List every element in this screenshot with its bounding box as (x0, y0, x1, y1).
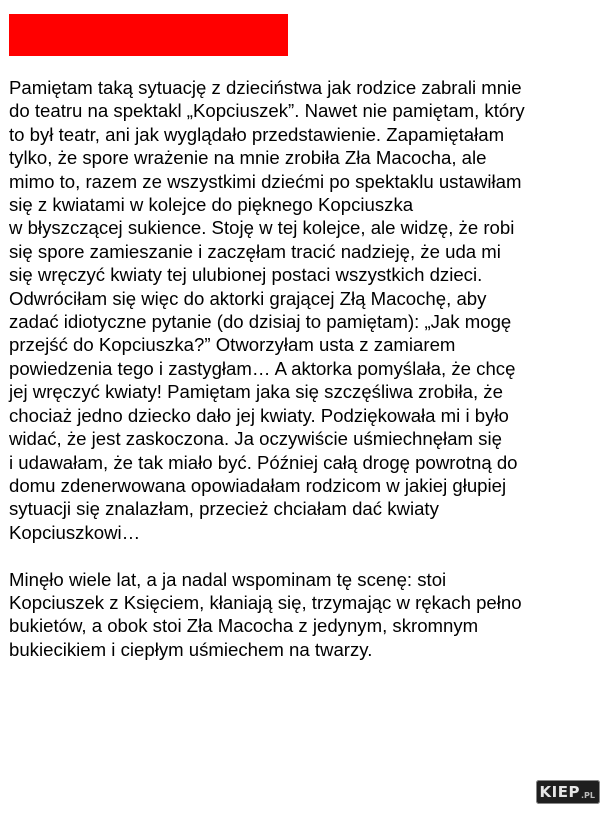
watermark-main-text: KIEP (539, 783, 580, 801)
text-line: tylko, że spore wrażenie na mnie zrobiła Zła Macocha, ale (9, 147, 487, 169)
text-line: powiedzenia tego i zastygłam… A aktorka pomyślała, że chcę (9, 357, 516, 379)
text-line: jej wręczyć kwiaty! Pamiętam jaka się szczęśliwa zrobiła, że (9, 381, 503, 403)
paragraph-2 (9, 568, 607, 662)
text-line: Pamiętam taką sytuację z dzieciństwa jak rodzice zabrali mnie (9, 77, 522, 98)
text-line: to był teatr, ani jak wyglądało przedstawienie. Zapamiętałam (9, 123, 505, 145)
text-line: w błyszczącej sukience. Stoję w tej kolejce, ale widzę, że robi (9, 217, 515, 239)
text-line: przejść do Kopciuszka?” Otworzyłam usta z zamiarem (9, 334, 456, 356)
watermark-suffix-text: .PL (581, 791, 595, 800)
text-line: widać, że jest zaskoczona. Ja oczywiście uśmiechnęłam się (9, 428, 502, 450)
text-line: i udawałam, że tak miało być. Później całą drogę powrotną do (9, 451, 518, 473)
paragraph-1 (9, 76, 607, 544)
text-line: Odwróciłam się więc do aktorki grającej Złą Macochę, aby (9, 287, 487, 309)
text-line: Kopciuszkowi… (9, 521, 141, 543)
text-line: się wręczyć kwiaty tej ulubionej postaci wszystkich dzieci. (9, 264, 483, 286)
text-line: do teatru na spektakl „Kopciuszek”. Nawet nie pamiętam, który (9, 100, 525, 122)
text-line: bukietów, a obok stoi Zła Macocha z jedynym, skromnym (9, 615, 479, 637)
text-line: sytuacji się znalazłam, przecież chciałam dać kwiaty (9, 498, 439, 520)
text-line: bukiecikiem i ciepłym uśmiechem na twarzy. (9, 638, 373, 660)
kiep-watermark-logo (536, 780, 600, 804)
text-line: zadać idiotyczne pytanie (do dzisiaj to pamiętam): „Jak mogę (9, 311, 512, 333)
story-text (9, 76, 607, 661)
text-line: Minęło wiele lat, a ja nadal wspominam tę scenę: stoi (9, 568, 447, 590)
text-line: chociaż jedno dziecko dało jej kwiaty. Podziękowała mi i było (9, 404, 509, 426)
red-header-bar (9, 14, 288, 56)
text-line: mimo to, razem ze wszystkimi dziećmi po spektaklu ustawiłam (9, 170, 522, 192)
text-line: się spore zamieszanie i zaczęłam tracić nadzieję, że uda mi (9, 240, 501, 262)
text-line: się z kwiatami w kolejce do pięknego Kopciuszka (9, 194, 414, 216)
text-line: domu zdenerwowana opowiadałam rodzicom w jakiej głupiej (9, 474, 507, 496)
text-line: Kopciuszek z Księciem, kłaniają się, trzymając w rękach pełno (9, 591, 522, 613)
